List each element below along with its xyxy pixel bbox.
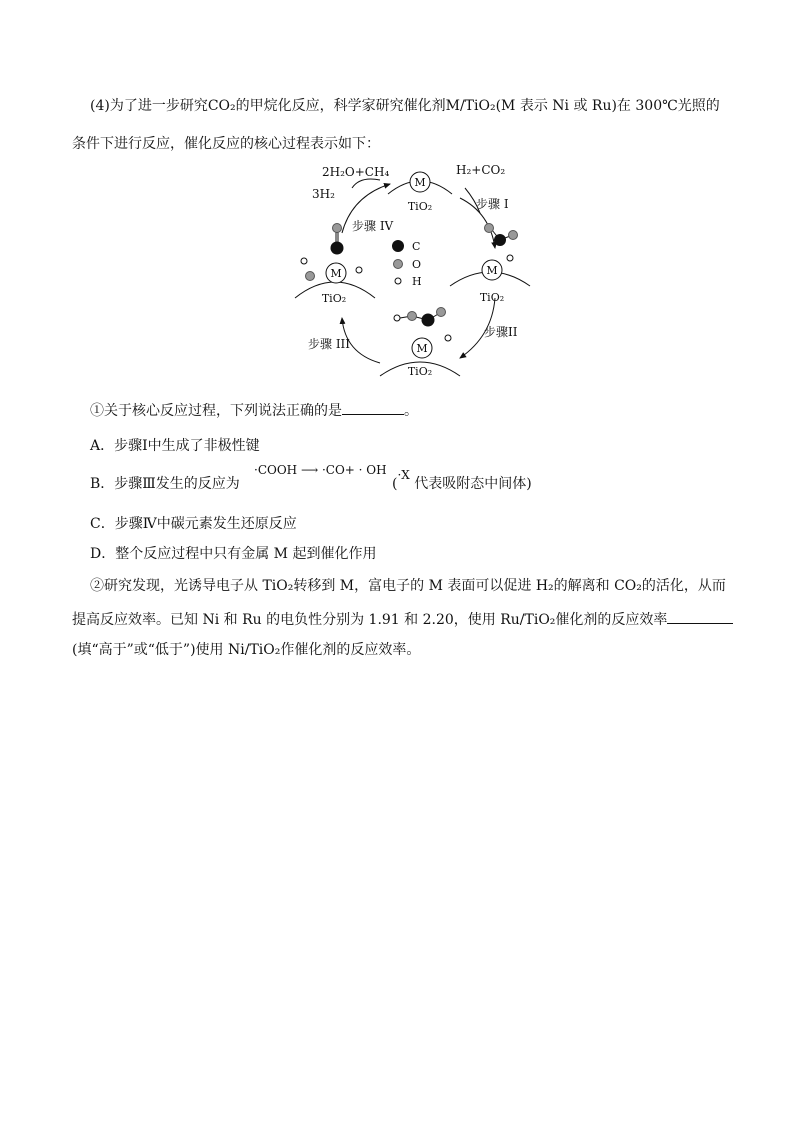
q2-line-3: (填“高于”或“低于”)使用 Ni/TiO₂作催化剂的反应效率。 — [72, 642, 421, 658]
svg-text:TiO₂: TiO₂ — [479, 291, 505, 304]
svg-text:H: H — [412, 275, 422, 288]
step4-label: 步骤 IV — [352, 219, 394, 233]
svg-text:TiO₂: TiO₂ — [407, 365, 433, 378]
answer-blank-2[interactable] — [667, 609, 733, 624]
svg-text:C: C — [412, 240, 421, 253]
intro-line-2: 条件下进行反应，催化反应的核心过程表示如下： — [72, 136, 380, 152]
h2-label: 3H₂ — [312, 187, 335, 201]
option-d: D．整个反应过程中只有金属 M 起到催化作用 — [90, 546, 377, 562]
option-c: C．步骤Ⅳ中碳元素发生还原反应 — [90, 516, 297, 532]
step1-label: 步骤 I — [476, 197, 509, 211]
step3-label: 步骤 III — [308, 337, 351, 351]
svg-text:M: M — [330, 267, 342, 280]
svg-text:TiO₂: TiO₂ — [407, 200, 433, 213]
legend-o-dot — [394, 260, 403, 269]
intro-line-1: (4)为了进一步研究CO₂的甲烷化反应，科学家研究催化剂M/TiO₂(M 表示 Ni 或 Ru)在 300℃光照的 — [90, 98, 720, 114]
svg-text:M: M — [414, 176, 426, 189]
option-a: A．步骤Ⅰ中生成了非极性键 — [90, 438, 260, 454]
catalytic-cycle-diagram — [270, 158, 540, 384]
q1-stem: ①关于核心反应过程，下列说法正确的是 。 — [90, 400, 418, 421]
svg-text:M: M — [486, 264, 498, 277]
option-b: B．步骤Ⅲ发生的反应为 — [90, 476, 240, 492]
svg-text:M: M — [416, 342, 428, 355]
legend-c-dot — [392, 240, 404, 252]
legend-h-dot — [395, 278, 401, 284]
step2-label: 步骤II — [484, 325, 518, 339]
q2-line-2: 提高反应效率。已知 Ni 和 Ru 的电负性分别为 1.91 和 2.20，使用 Ru/TiO₂催化剂的反应效率 — [72, 609, 733, 630]
product-label: 2H₂O+CH₄ — [322, 165, 390, 179]
q2-line-1: ②研究发现，光诱导电子从 TiO₂转移到 M，富电子的 M 表面可以促进 H₂的解离和 CO₂的活化，从而 — [90, 578, 726, 594]
arrow-3h2 — [352, 179, 380, 188]
reactant-label: H₂+CO₂ — [456, 163, 506, 177]
option-b-equation: ·COOH ⟶ ·CO+ · OH — [254, 463, 387, 477]
option-b-note: (·X 代表吸附态中间体) — [392, 468, 532, 492]
svg-text:O: O — [412, 258, 422, 271]
answer-blank-1[interactable] — [342, 400, 404, 415]
svg-text:TiO₂: TiO₂ — [321, 292, 347, 305]
